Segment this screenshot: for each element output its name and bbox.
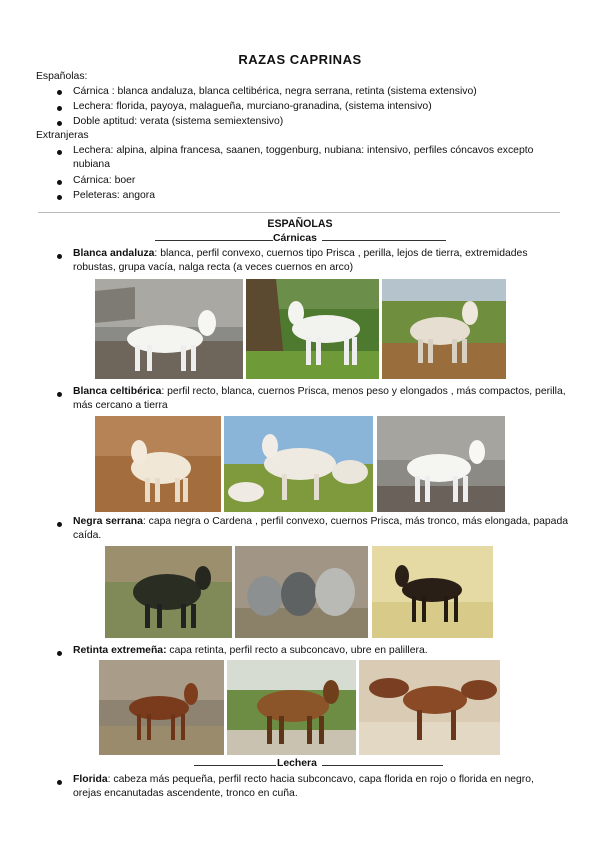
subsection-title: Cárnicas bbox=[273, 233, 317, 244]
extranjeras-label: Extranjeras bbox=[36, 130, 89, 141]
bullet-icon bbox=[57, 121, 62, 126]
bullet-icon bbox=[57, 254, 62, 259]
heading-rule bbox=[155, 240, 273, 241]
breed-text: : cabeza más pequeña, perfil recto hacia subconcavo, capa florida en rojo o florida en negro, orejas encanutadas ascendente, tronco en cuña. bbox=[73, 774, 534, 799]
goat-photo bbox=[95, 416, 221, 512]
bullet-icon bbox=[57, 106, 62, 111]
bullet-icon bbox=[57, 392, 62, 397]
list-item: Doble aptitud: verata (sistema semiextensivo) bbox=[73, 116, 284, 127]
heading-rule bbox=[322, 765, 443, 766]
bullet-icon bbox=[57, 651, 62, 656]
bullet-icon bbox=[57, 195, 62, 200]
goat-photo bbox=[359, 660, 500, 755]
breed-name: Florida bbox=[73, 774, 108, 785]
breed-description bbox=[73, 773, 563, 801]
bullet-icon bbox=[57, 522, 62, 527]
divider bbox=[38, 212, 560, 213]
breed-description bbox=[73, 644, 428, 658]
goat-photo bbox=[377, 416, 505, 512]
goat-photo bbox=[227, 660, 356, 755]
breed-description bbox=[73, 247, 568, 275]
goat-photo bbox=[105, 546, 232, 638]
breed-name: Retinta extremeña: bbox=[73, 645, 167, 656]
espanolas-label: Españolas: bbox=[36, 71, 88, 82]
breed-description bbox=[73, 385, 568, 413]
list-item: Lechera: florida, payoya, malagueña, murciano-granadina, (sistema intensivo) bbox=[73, 101, 432, 112]
breed-name: Blanca andaluza bbox=[73, 248, 155, 259]
breed-name: Negra serrana bbox=[73, 516, 143, 527]
breed-name: Blanca celtibérica bbox=[73, 386, 162, 397]
goat-photo bbox=[224, 416, 373, 512]
goat-photo bbox=[246, 279, 379, 379]
goat-photo bbox=[372, 546, 493, 638]
breed-text: : perfil recto, blanca, cuernos Prisca, menos peso y elongados , más compactos, perilla, más cercano a tierra bbox=[73, 386, 566, 411]
bullet-icon bbox=[57, 180, 62, 185]
bullet-icon bbox=[57, 150, 62, 155]
goat-photo bbox=[382, 279, 506, 379]
list-item: Peleteras: angora bbox=[73, 190, 156, 201]
goat-photo bbox=[235, 546, 368, 638]
subsection-title: Lechera bbox=[277, 758, 317, 769]
page-title: RAZAS CAPRINAS bbox=[238, 52, 362, 67]
bullet-icon bbox=[57, 780, 62, 785]
breed-text: : capa negra o Cardena , perfil convexo, cuernos Prisca, más tronco, más elongada, papada caída. bbox=[73, 516, 568, 541]
list-item: Cárnica : blanca andaluza, blanca celtibérica, negra serrana, retinta (sistema extensivo) bbox=[73, 86, 477, 97]
goat-photo bbox=[95, 279, 243, 379]
breed-description bbox=[73, 515, 568, 543]
heading-rule bbox=[322, 240, 446, 241]
heading-rule bbox=[194, 765, 276, 766]
list-item: Cárnica: boer bbox=[73, 175, 136, 186]
section-title: ESPAÑOLAS bbox=[267, 218, 333, 230]
goat-photo bbox=[99, 660, 224, 755]
list-item: Lechera: alpina, alpina francesa, saanen, toggenburg, nubiana: intensivo, perfiles cóncavos excepto nubiana bbox=[73, 145, 534, 170]
breed-text: capa retinta, perfil recto a subconcavo, ubre en palillera. bbox=[166, 645, 428, 656]
bullet-icon bbox=[57, 90, 62, 95]
breed-text: : blanca, perfil convexo, cuernos tipo Prisca , perilla, lejos de tierra, extremidades robustas, grupa vacía, nalga recta (a veces cuernos en arco) bbox=[73, 248, 528, 273]
